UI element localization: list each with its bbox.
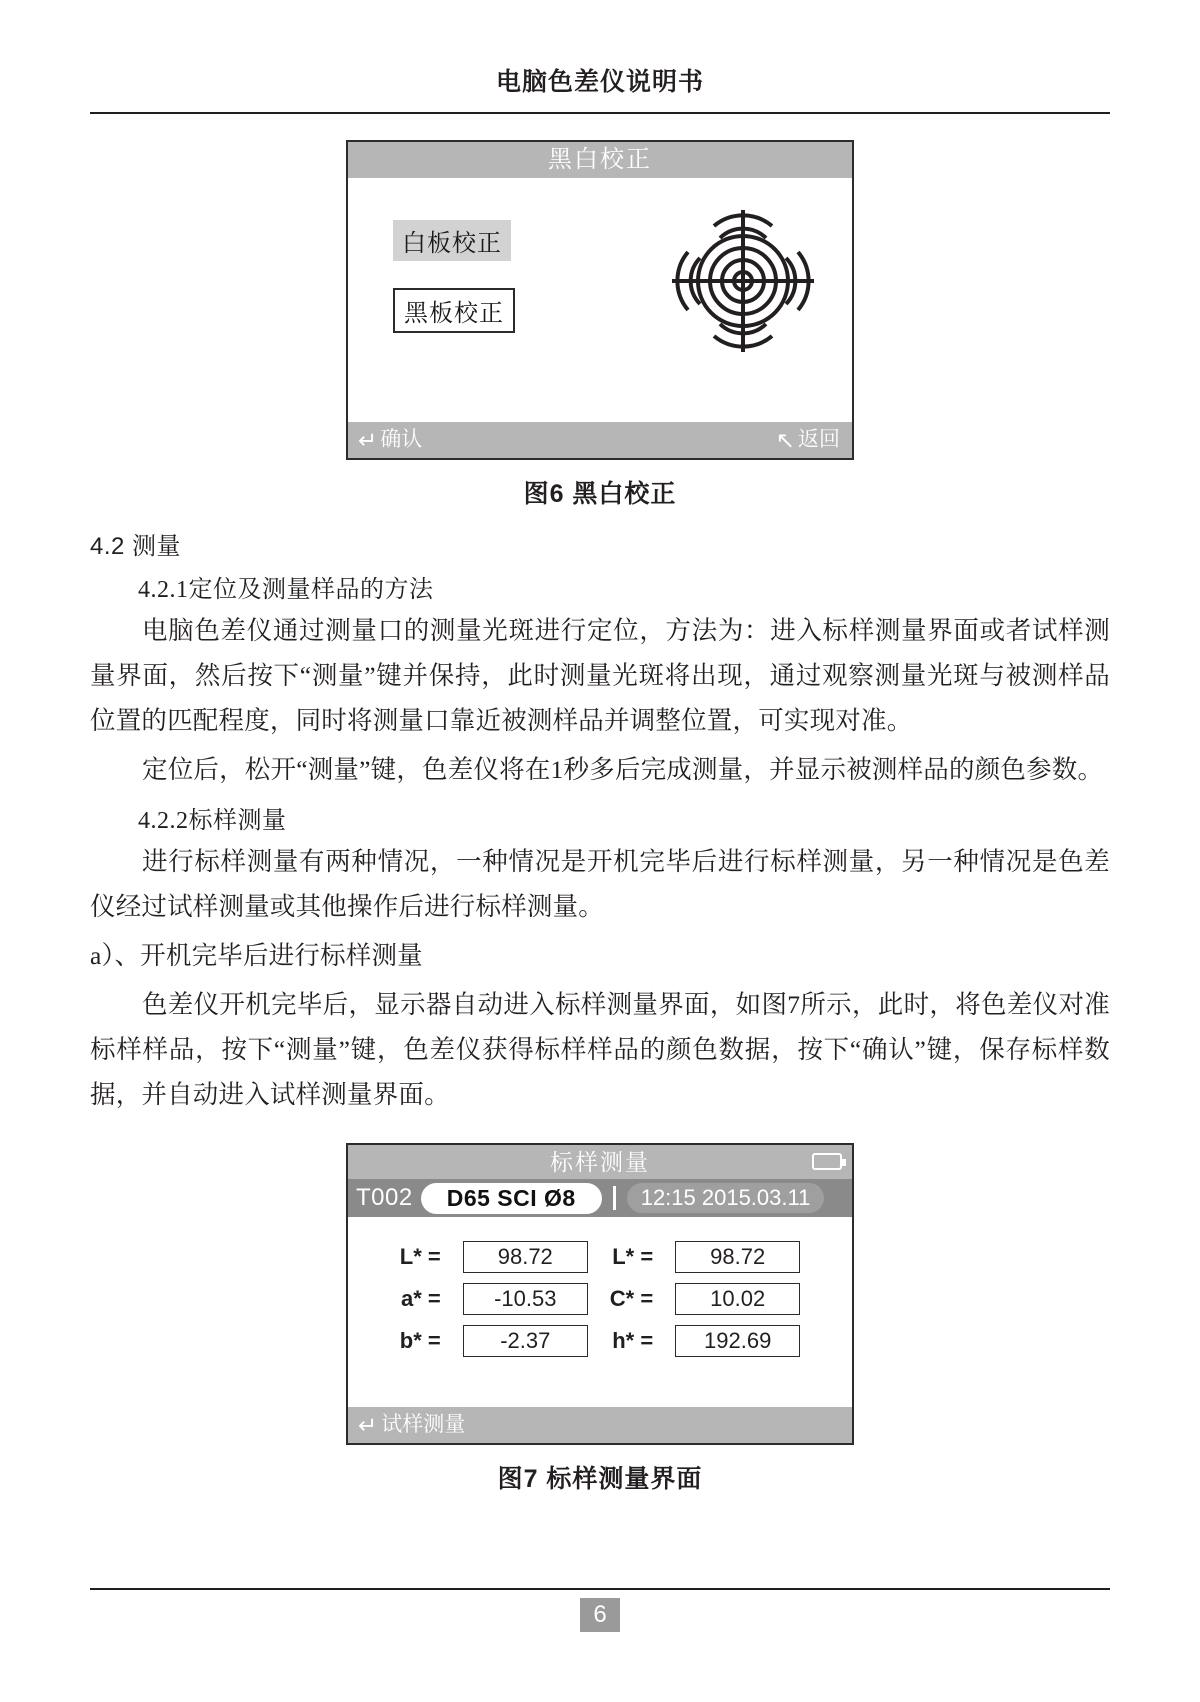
measurement-status-bar — [348, 1179, 852, 1217]
value-label-c-right: C* = — [609, 1286, 654, 1311]
section-heading-4-2: 4.2 测量 — [90, 533, 182, 560]
paragraph-boot-standard-measurement: 色差仪开机完毕后，显示器自动进入标样测量界面，如图7所示，此时，将色差仪对准标样样品，按下“测量”键，色差仪获得标样样品的颜色数据，按下“确认”键，保存标样数据，并自动进入试样测量界面。 — [90, 990, 1110, 1109]
back-key-action[interactable] — [776, 422, 840, 458]
calibration-screen-footer — [348, 422, 852, 458]
measurement-values-panel — [348, 1217, 852, 1407]
enter-key-icon: ↵ — [358, 427, 378, 453]
page-number: 6 — [580, 1598, 620, 1632]
back-arrow-icon: ↖ — [775, 427, 795, 453]
value-box-l-left: 98.72 — [463, 1241, 588, 1273]
sample-id-label: T002 — [356, 1184, 413, 1211]
figure-6-caption: 图6 黑白校正 — [523, 480, 677, 508]
measurement-mode-badge[interactable]: D65 SCI Ø8 — [421, 1183, 602, 1214]
menu-item-white-calibration-label: 白板校正 — [402, 230, 502, 257]
value-label-l-left: L* = — [399, 1244, 441, 1269]
device-screen-standard-measurement — [346, 1143, 854, 1445]
value-label-l-right: L* = — [612, 1244, 654, 1269]
value-label-h-right: h* = — [612, 1328, 654, 1353]
list-item-a: a）、开机完毕后进行标样测量 — [90, 941, 423, 970]
paragraph-standard-measurement-cases: 进行标样测量有两种情况，一种情况是开机完毕后进行标样测量，另一种情况是色差仪经过试样测量或其他操作后进行标样测量。 — [90, 847, 1110, 921]
header-title: 电脑色差仪说明书 — [495, 68, 704, 96]
confirm-key-label: 确认 — [380, 428, 423, 451]
measurement-values-grid — [348, 1241, 852, 1357]
calibration-screen-title: 黑白校正 — [348, 142, 852, 178]
measurement-target-icon — [668, 206, 818, 356]
footer-divider — [90, 1588, 1110, 1590]
enter-key-icon: ↵ — [358, 1412, 378, 1438]
header-divider — [90, 112, 1110, 114]
measurement-screen-title — [348, 1145, 852, 1179]
sample-measurement-label: 试样测量 — [381, 1413, 466, 1436]
value-label-b-left: b* = — [399, 1328, 441, 1353]
measurement-timestamp: 12:15 2015.03.11 — [627, 1183, 825, 1213]
status-divider — [613, 1186, 616, 1210]
measurement-screen-title-label: 标样测量 — [550, 1149, 650, 1175]
subsection-heading-4-2-1: 4.2.1定位及测量样品的方法 — [138, 577, 434, 603]
figure-7-block — [90, 1143, 1110, 1495]
paragraph-after-positioning: 定位后，松开“测量”键，色差仪将在1秒多后完成测量，并显示被测样品的颜色参数。 — [142, 755, 1104, 784]
value-box-b-left: -2.37 — [463, 1325, 588, 1357]
value-box-h-right: 192.69 — [675, 1325, 800, 1357]
value-box-a-left: -10.53 — [463, 1283, 588, 1315]
page-footer — [90, 1588, 1110, 1632]
value-label-a-left: a* = — [401, 1286, 441, 1311]
menu-item-black-calibration-label: 黑板校正 — [404, 300, 504, 327]
back-key-label: 返回 — [798, 428, 840, 451]
battery-icon — [812, 1153, 842, 1170]
menu-item-black-calibration[interactable] — [393, 288, 515, 333]
measurement-screen-footer[interactable] — [348, 1407, 852, 1443]
value-box-l-right: 98.72 — [675, 1241, 800, 1273]
calibration-screen-body — [348, 178, 852, 422]
page-header — [90, 0, 1110, 98]
figure-7-caption: 图7 标样测量界面 — [497, 1465, 703, 1493]
subsection-heading-4-2-2: 4.2.2标样测量 — [138, 808, 287, 834]
confirm-key-action[interactable] — [358, 422, 422, 458]
figure-6-block — [90, 140, 1110, 510]
paragraph-positioning-method: 电脑色差仪通过测量口的测量光斑进行定位，方法为：进入标样测量界面或者试样测量界面，然后按下“测量”键并保持，此时测量光斑将出现，通过观察测量光斑与被测样品位置的匹配程度，同时将测量口靠近被测样品并调整位置，可实现对准。 — [90, 616, 1110, 735]
value-box-c-right: 10.02 — [675, 1283, 800, 1315]
menu-item-white-calibration[interactable] — [393, 220, 511, 261]
device-screen-calibration — [346, 140, 854, 460]
